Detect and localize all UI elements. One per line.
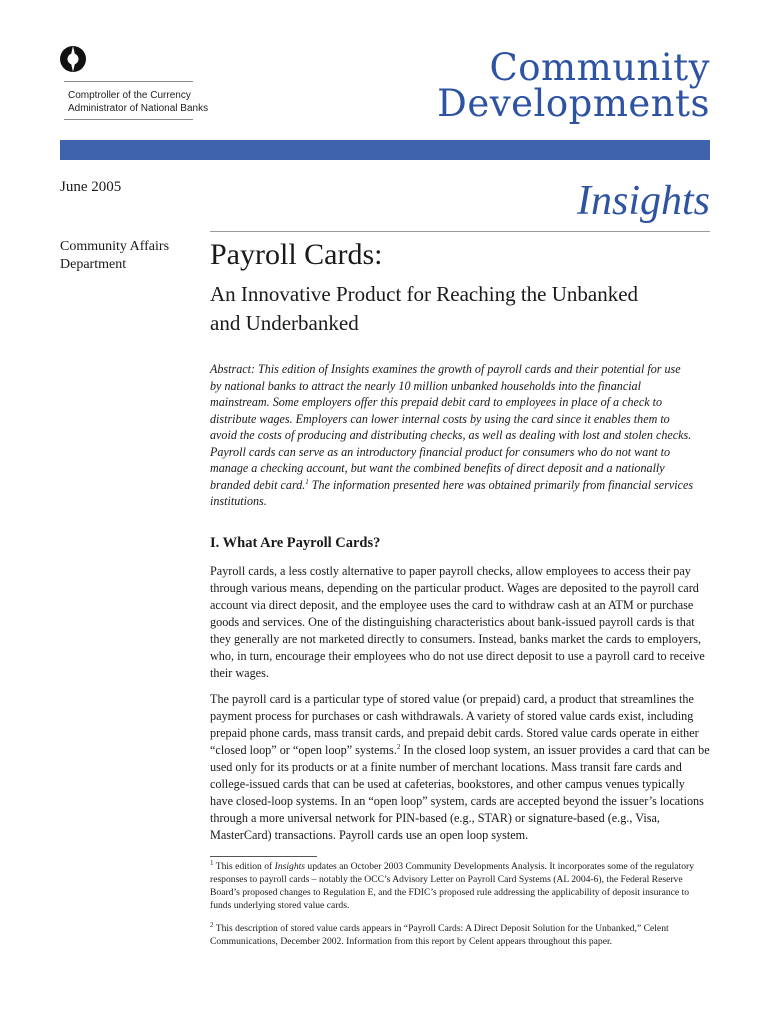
paragraph-2-text-end: In the closed loop system, an issuer provides a card that can be used only for its products or at a finite number of merchant locations. Mass transit fare cards and college-issued cards that can be used at cafeterias, bookstores, and other campus venues typically have closed-loop systems. In an “open loop” system, cards are accepted beyond the issuer’s locations through a more universal network for PIN-based (e.g., STAR) or signature-based (e.g., Visa, MasterCard) transactions. Payroll cards use an open loop system. [210,743,710,842]
footnote-1-lead: This edition of [213,861,275,872]
series-title: Insights [576,178,710,224]
subtitle-line-2: and Underbanked [210,311,359,335]
body-paragraph-1: Payroll cards, a less costly alternative to paper payroll checks, allow employees to access their pay through various means, depending on the particular product. Wages are deposited to the payroll card account via direct deposit, and the employee uses the card to withdraw cash at an ATM or purchase goods and services. One of the distinguishing characteristics about bank-issued payroll cards is that they generally are not marketed directly to consumers. Instead, banks market the cards to employers, who, in turn, encourage their employees who do not use direct deposit to use a payroll card to receive their wages. [210,564,705,680]
footnote-2 [210,922,710,948]
department-line-1: Community Affairs [60,239,170,254]
department-label [60,238,200,274]
footnote-1-emphasis: Insights [274,861,306,872]
footnote-ref-2: 2 [396,742,401,751]
masthead-community: Community [489,46,710,89]
header-band [60,140,710,160]
org-top-rule [64,81,193,82]
footnote-2-mark: 2 [210,920,214,929]
footnote-2-text: This description of stored value cards appears in “Payroll Cards: A Direct Deposit Solution for the Unbanked,” Celent Communications, December 2002. Information from this report by Celent appears throughout this paper. [210,923,669,947]
subtitle-line-1: An Innovative Product for Reaching the Unbanked [210,282,639,306]
paragraph-2-text: The payroll card is a particular type of stored value (or prepaid) card, a product that streamlines the payment process for purchases or cash withdrawals. A variety of stored value cards exist, including prepaid phone cards, mass transit cards, and prepaid debit cards. Stored value cards operate in either “closed loop” or “open loop” systems. [210,692,699,757]
page-title: Payroll Cards: [210,238,383,271]
body-paragraph-2 [210,691,710,844]
issue-date: June 2005 [60,179,122,195]
footnote-ref-1: 1 [305,477,309,486]
org-bottom-rule [64,119,193,120]
page-subtitle [210,280,710,338]
footnote-rule [210,856,317,857]
occ-logo-icon [58,44,88,74]
abstract-text: Abstract: This edition of Insights examines the growth of payroll cards and their potential for use by national banks to attract the nearly 10 million unbanked households into the financial mainstream. Some employers offer this prepaid debit card to employees in place of a check to distribute wages. Employers can lower internal costs by using the card since it enables them to avoid the costs of producing and distributing checks, as well as dealing with lost and stolen checks. Payroll cards can serve as an introductory financial product for consumers who do not want to manage a checking account, but want the combined benefits of direct deposit and a nationally branded debit card. [210,362,692,492]
abstract [210,361,695,510]
org-line-comptroller: Comptroller of the Currency [68,90,191,101]
org-line-administrator: Administrator of National Banks [68,103,209,114]
footnote-1-mark: 1 [210,858,214,867]
section-heading: I. What Are Payroll Cards? [210,535,381,551]
footnote-1-text: updates an October 2003 Community Developments Analysis. It incorporates some of the regulatory responses to payroll cards – notably the OCC’s Advisory Letter on Payroll Card Systems (AL 2004-6), the Federal Reserve Board’s proposed changes to Regulation E, and the FDIC’s proposed rule addressing the applicability of deposit insurance to funds underlying stored value cards. [210,861,695,911]
department-line-2: Department [60,257,127,272]
masthead-developments: Developments [437,82,710,125]
abstract-text-end: The information presented here was obtained primarily from financial services institutions. [210,477,694,508]
title-rule [210,231,710,232]
footnote-1 [210,860,710,912]
